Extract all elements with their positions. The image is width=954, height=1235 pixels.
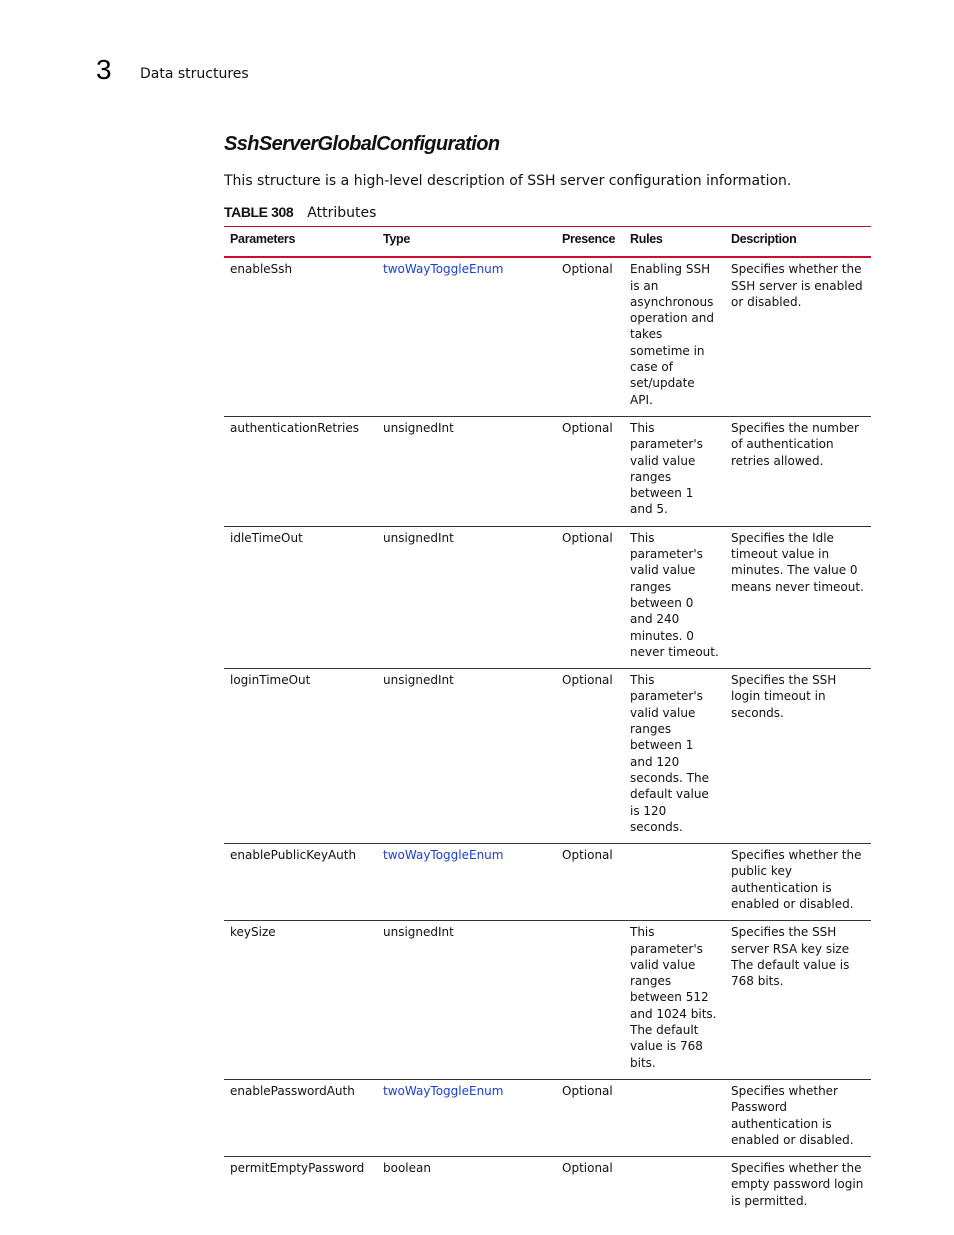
- header-type: Type: [377, 227, 556, 258]
- header-presence: Presence: [556, 227, 624, 258]
- cell-description: Specifies whether the empty password login is permitted.: [731, 1161, 864, 1208]
- cell-presence: Optional: [556, 844, 624, 921]
- cell-type: unsignedInt: [377, 416, 556, 526]
- cell-parameter: keySize: [224, 921, 377, 1080]
- cell-description: Specifies the Idle timeout value in minutes. The value 0 means never timeout.: [725, 526, 871, 668]
- table-row: [224, 669, 871, 844]
- table-caption: [224, 204, 376, 221]
- cell-rules: [624, 844, 725, 921]
- table-caption-label: TABLE 308: [224, 204, 294, 220]
- cell-presence: Optional: [556, 526, 624, 668]
- cell-parameter: enablePasswordAuth: [224, 1079, 377, 1156]
- cell-description: Specifies the number of authentication retries allowed.: [725, 416, 871, 526]
- cell-rules: This parameter's valid value ranges between 512 and 1024 bits. The default value is 768 bits.: [624, 921, 725, 1080]
- table-row: [224, 921, 871, 1080]
- cell-parameter: idleTimeOut: [224, 526, 377, 668]
- table-caption-text: Attributes: [307, 205, 377, 221]
- cell-rules: Enabling SSH is an asynchronous operation and takes sometime in case of set/update API.: [624, 257, 725, 416]
- table-row: [224, 257, 871, 416]
- header-rules: Rules: [624, 227, 725, 258]
- section-intro: This structure is a high-level description of SSH server configuration information.: [224, 173, 792, 189]
- cell-type: unsignedInt: [377, 669, 556, 844]
- cell-presence: Optional: [556, 257, 624, 416]
- section-title: SshServerGlobalConfiguration: [224, 133, 500, 155]
- cell-description: Specifies whether the public key authentication is enabled or disabled.: [725, 844, 871, 921]
- cell-parameter: authenticationRetries: [224, 416, 377, 526]
- header-parameters: Parameters: [224, 227, 377, 258]
- cell-rules: This parameter's valid value ranges between 1 and 120 seconds. The default value is 120 seconds.: [624, 669, 725, 844]
- cell-parameter: loginTimeOut: [224, 669, 377, 844]
- cell-presence: Optional: [556, 416, 624, 526]
- cell-type-link[interactable]: twoWayToggleEnum: [377, 844, 556, 921]
- table-header-row: [224, 227, 871, 258]
- cell-type-link[interactable]: twoWayToggleEnum: [377, 1079, 556, 1156]
- cell-description: Specifies whether the SSH server is enabled or disabled.: [725, 257, 871, 416]
- cell-rules: [624, 1157, 725, 1217]
- cell-presence: [556, 921, 624, 1080]
- cell-type-link[interactable]: twoWayToggleEnum: [377, 257, 556, 416]
- cell-rules: This parameter's valid value ranges between 0 and 240 minutes. 0 never timeout.: [624, 526, 725, 668]
- table-row: [224, 416, 871, 526]
- cell-rules: [624, 1079, 725, 1156]
- cell-description: Specifies the SSH login timeout in seconds.: [725, 669, 871, 844]
- cell-parameter: enableSsh: [224, 257, 377, 416]
- cell-type: unsignedInt: [377, 526, 556, 668]
- cell-presence: Optional: [562, 1161, 613, 1176]
- header-description: Description: [725, 227, 871, 258]
- table-row: [224, 1079, 871, 1156]
- cell-presence: Optional: [556, 669, 624, 844]
- cell-description: Specifies the SSH server RSA key size The default value is 768 bits.: [725, 921, 871, 1080]
- table-row: [224, 1157, 871, 1217]
- chapter-number: 3: [96, 54, 112, 85]
- cell-parameter: permitEmptyPassword: [230, 1161, 365, 1176]
- cell-type: unsignedInt: [377, 921, 556, 1080]
- cell-presence: Optional: [556, 1079, 624, 1156]
- cell-type: boolean: [383, 1161, 431, 1176]
- attributes-table: [224, 226, 871, 1217]
- cell-description: Specifies whether Password authentication is enabled or disabled.: [725, 1079, 871, 1156]
- cell-parameter: enablePublicKeyAuth: [224, 844, 377, 921]
- cell-rules: This parameter's valid value ranges between 1 and 5.: [624, 416, 725, 526]
- table-row: [224, 526, 871, 668]
- table-row: [224, 844, 871, 921]
- chapter-title: Data structures: [140, 66, 249, 82]
